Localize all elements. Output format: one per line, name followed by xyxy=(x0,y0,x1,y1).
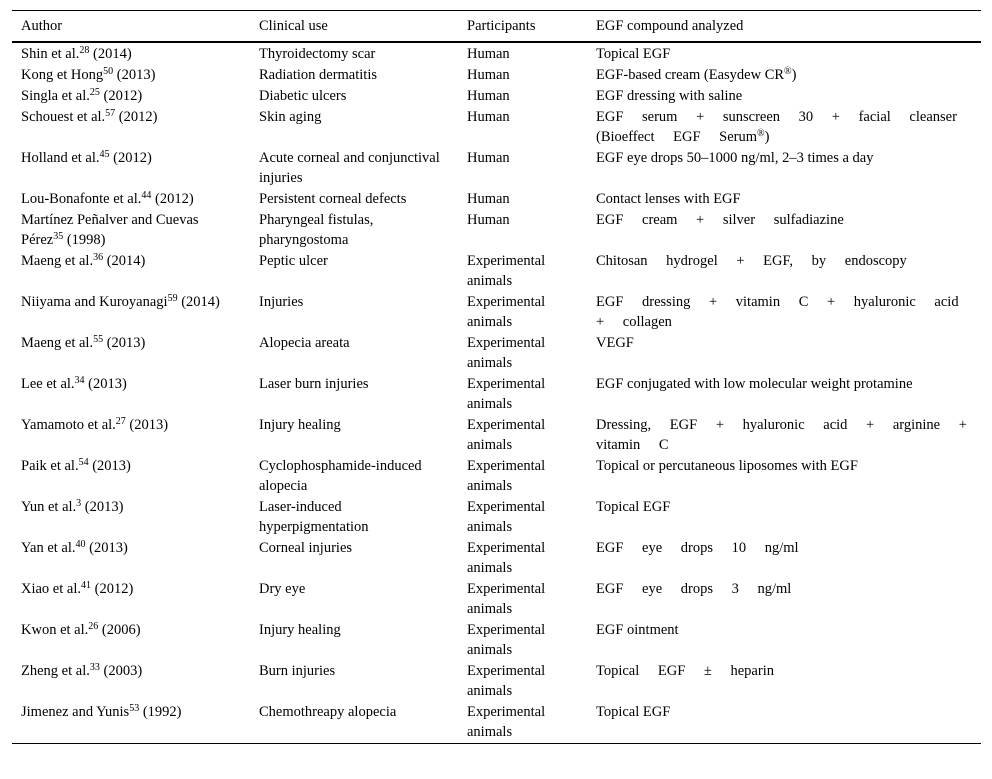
registered-mark: ® xyxy=(784,65,792,77)
header-egf-compound: EGF compound analyzed xyxy=(596,18,744,34)
author-cell: Yamamoto et al.$^{27}$ (2013) xyxy=(21,415,169,433)
compound-cell: EGF dressing + vitamin C + hyaluronic acid + collagen xyxy=(596,293,959,330)
clinical-use-cell: Dry eye xyxy=(259,580,306,597)
participants-cell: Experimental animals xyxy=(467,662,546,699)
reference-number: 36 xyxy=(93,251,104,263)
clinical-use-cell: Chemothreapy alopecia xyxy=(259,703,397,720)
compound-cell: Topical EGF xyxy=(596,703,671,720)
reference-number: 34 xyxy=(74,374,85,386)
participants-cell: Experimental animals xyxy=(467,580,546,617)
table-row xyxy=(12,85,981,106)
table-row xyxy=(12,64,981,85)
clinical-use-cell: Acute corneal and conjunctival injuries xyxy=(259,149,440,186)
compound-cell: EGF conjugated with low molecular weight protamine xyxy=(596,375,913,392)
author-cell: Jimenez and Yunis$^{53}$ (1992) xyxy=(21,702,182,720)
reference-number: 26 xyxy=(88,620,99,632)
clinical-use-cell: Injury healing xyxy=(259,416,341,433)
reference-number: 59 xyxy=(167,292,178,304)
reference-number: 44 xyxy=(141,189,152,201)
participants-cell: Experimental animals xyxy=(467,457,546,494)
table-row xyxy=(12,188,981,209)
compound-cell: Topical EGF xyxy=(596,45,671,62)
table-row xyxy=(12,496,981,537)
table-row xyxy=(12,414,981,455)
table-row xyxy=(12,332,981,373)
clinical-use-cell: Injuries xyxy=(259,293,304,310)
compound-cell: EGF ointment xyxy=(596,621,679,638)
table-row xyxy=(12,619,981,660)
participants-cell: Experimental animals xyxy=(467,293,546,330)
table-body xyxy=(12,42,981,744)
author-cell: Xiao et al.$^{41}$ (2012) xyxy=(21,579,134,597)
participants-cell: Experimental animals xyxy=(467,252,546,289)
participants-cell: Human xyxy=(467,66,510,83)
table-row xyxy=(12,373,981,414)
table-row xyxy=(12,455,981,496)
compound-cell: EGF cream + silver sulfadiazine xyxy=(596,211,844,228)
compound-cell: EGF eye drops 10 ng/ml xyxy=(596,539,799,556)
participants-cell: Experimental animals xyxy=(467,375,546,412)
compound-cell: EGF-based cream (Easydew CR®) xyxy=(596,65,797,83)
table-row xyxy=(12,291,981,332)
egf-studies-table-wrapper xyxy=(12,10,981,744)
author-cell: Zheng et al.$^{33}$ (2003) xyxy=(21,661,143,679)
participants-cell: Experimental animals xyxy=(467,621,546,658)
table-row xyxy=(12,250,981,291)
participants-cell: Experimental animals xyxy=(467,703,546,740)
participants-cell: Experimental animals xyxy=(467,416,546,453)
clinical-use-cell: Injury healing xyxy=(259,621,341,638)
author-cell: Maeng et al.$^{36}$ (2014) xyxy=(21,251,146,269)
table-row xyxy=(12,660,981,701)
participants-cell: Experimental animals xyxy=(467,334,546,371)
author-cell: Kong et Hong$^{50}$ (2013) xyxy=(21,65,156,83)
compound-cell: EGF dressing with saline xyxy=(596,87,743,104)
reference-number: 45 xyxy=(99,148,110,160)
table-row xyxy=(12,537,981,578)
clinical-use-cell: Peptic ulcer xyxy=(259,252,328,269)
egf-studies-table xyxy=(12,10,981,744)
reference-number: 27 xyxy=(115,415,126,427)
compound-cell: EGF serum + sunscreen 30 + facial cleanser (Bioeffect EGF Serum®) xyxy=(596,108,957,145)
reference-number: 53 xyxy=(129,702,140,714)
author-cell: Paik et al.$^{54}$ (2013) xyxy=(21,456,131,474)
participants-cell: Human xyxy=(467,211,510,228)
participants-cell: Experimental animals xyxy=(467,498,546,535)
reference-number: 55 xyxy=(93,333,104,345)
author-cell: Lee et al.$^{34}$ (2013) xyxy=(21,374,127,392)
reference-number: 28 xyxy=(79,44,90,56)
clinical-use-cell: Alopecia areata xyxy=(259,334,350,351)
clinical-use-cell: Laser burn injuries xyxy=(259,375,369,392)
reference-number: 57 xyxy=(105,107,116,119)
participants-cell: Human xyxy=(467,45,510,62)
clinical-use-cell: Radiation dermatitis xyxy=(259,66,377,83)
reference-number: 40 xyxy=(75,538,86,550)
clinical-use-cell: Persistent corneal defects xyxy=(259,190,407,207)
reference-number: 41 xyxy=(81,579,91,591)
author-cell: Singla et al.$^{25}$ (2012) xyxy=(21,86,143,104)
author-cell: Holland et al.$^{45}$ (2012) xyxy=(21,148,152,166)
author-cell: Yun et al.$^3$ (2013) xyxy=(21,497,124,515)
author-cell: Lou-Bonafonte et al.$^{44}$ (2012) xyxy=(21,189,194,207)
author-cell: Kwon et al.$^{26}$ (2006) xyxy=(21,620,141,638)
participants-cell: Human xyxy=(467,149,510,166)
table-row xyxy=(12,147,981,188)
clinical-use-cell: Burn injuries xyxy=(259,662,336,679)
compound-cell: Topical EGF xyxy=(596,498,671,515)
compound-cell: EGF eye drops 3 ng/ml xyxy=(596,580,792,597)
table-row xyxy=(12,42,981,64)
compound-cell: Chitosan hydrogel + EGF, by endoscopy xyxy=(596,252,907,269)
table-row xyxy=(12,701,981,744)
compound-cell: VEGF xyxy=(596,334,634,351)
author-cell: Martínez Peñalver and Cuevas Pérez$^{35}$ (1998) xyxy=(21,211,199,248)
clinical-use-cell: Skin aging xyxy=(259,108,322,125)
author-cell: Maeng et al.$^{55}$ (2013) xyxy=(21,333,146,351)
clinical-use-cell: Laser-induced hyperpigmentation xyxy=(259,498,369,535)
header-clinical-use: Clinical use xyxy=(259,18,328,34)
compound-cell: Topical or percutaneous liposomes with EGF xyxy=(596,457,858,474)
table-row xyxy=(12,578,981,619)
header-row xyxy=(12,11,981,42)
participants-cell: Human xyxy=(467,87,510,104)
reference-number: 3 xyxy=(76,497,82,509)
clinical-use-cell: Thyroidectomy scar xyxy=(259,45,376,62)
reference-number: 25 xyxy=(89,86,100,98)
participants-cell: Human xyxy=(467,108,510,125)
participants-cell: Human xyxy=(467,190,510,207)
reference-number: 33 xyxy=(89,661,100,673)
clinical-use-cell: Diabetic ulcers xyxy=(259,87,347,104)
reference-number: 35 xyxy=(53,230,64,242)
author-cell: Niiyama and Kuroyanagi$^{59}$ (2014) xyxy=(21,292,220,310)
clinical-use-cell: Cyclophosphamide-induced alopecia xyxy=(259,457,422,494)
compound-cell: Contact lenses with EGF xyxy=(596,190,741,207)
table-row xyxy=(12,106,981,147)
reference-number: 50 xyxy=(103,65,114,77)
clinical-use-cell: Corneal injuries xyxy=(259,539,353,556)
compound-cell: Topical EGF ± heparin xyxy=(596,662,774,679)
header-author: Author xyxy=(21,18,63,34)
header-participants: Participants xyxy=(467,18,536,34)
compound-cell: Dressing, EGF + hyaluronic acid + arginine + vitamin C xyxy=(596,416,967,453)
table-row xyxy=(12,209,981,250)
author-cell: Schouest et al.$^{57}$ (2012) xyxy=(21,107,158,125)
reference-number: 54 xyxy=(78,456,89,468)
compound-cell: EGF eye drops 50–1000 ng/ml, 2–3 times a day xyxy=(596,149,874,166)
clinical-use-cell: Pharyngeal fistulas, pharyngostoma xyxy=(259,211,374,248)
author-cell: Yan et al.$^{40}$ (2013) xyxy=(21,538,128,556)
author-cell: Shin et al.$^{28}$ (2014) xyxy=(21,44,132,62)
registered-mark: ® xyxy=(757,127,765,139)
participants-cell: Experimental animals xyxy=(467,539,546,576)
